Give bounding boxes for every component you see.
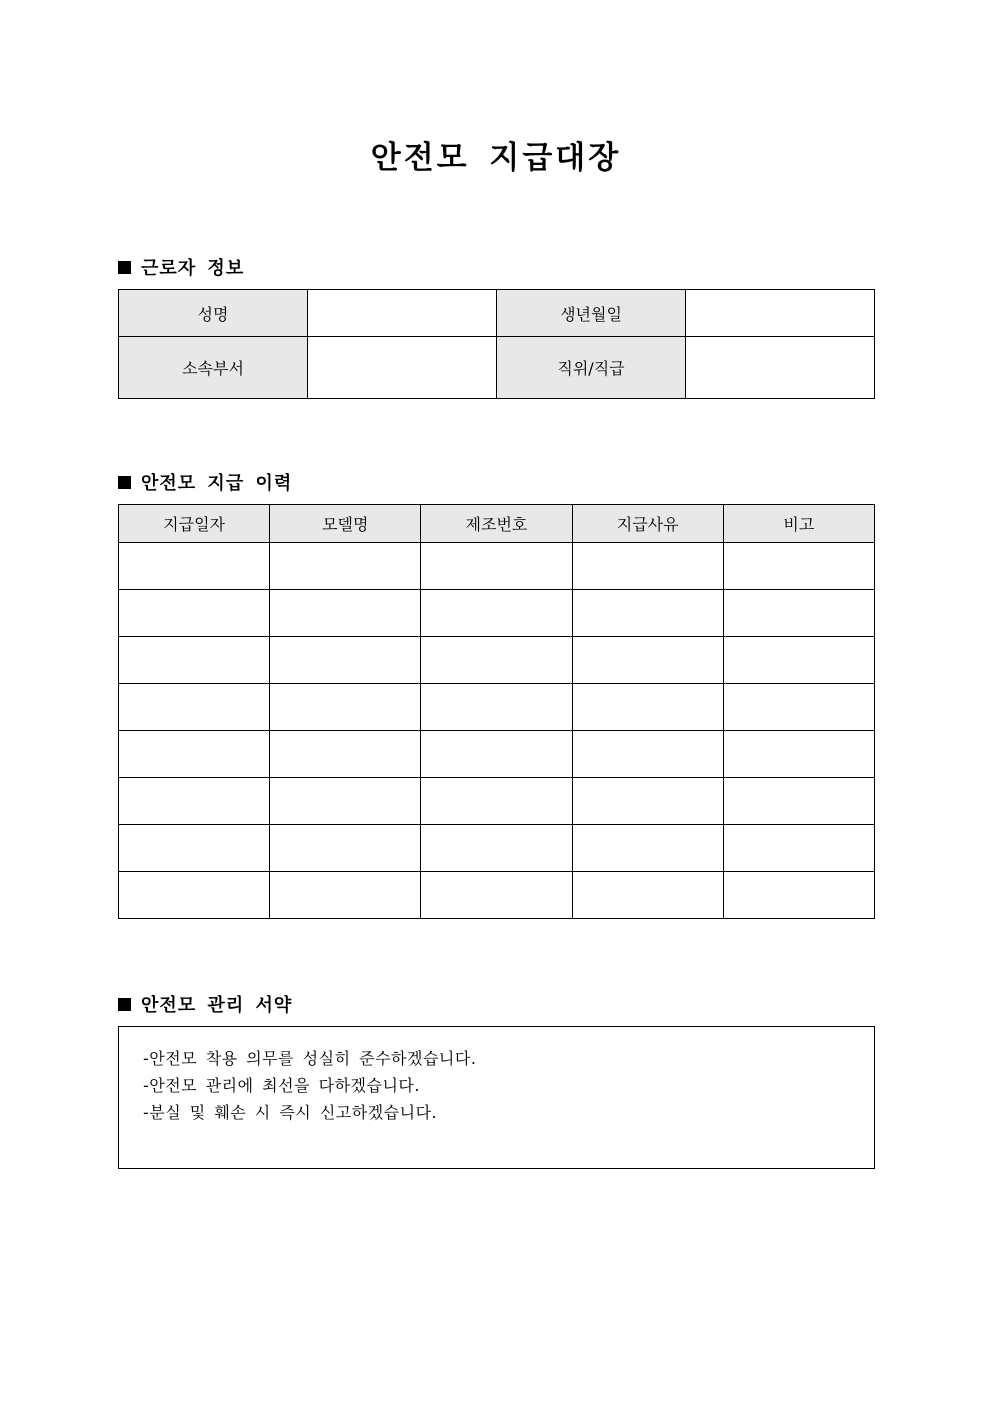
pledge-line: -안전모 착용 의무를 성실히 준수하겠습니다. [143,1049,477,1068]
issue-history-table [118,504,875,919]
table-cell[interactable] [270,590,421,637]
section-heading-issue-history [118,469,292,495]
table-cell[interactable] [421,825,572,872]
section-heading-worker-info [118,254,244,280]
table-cell[interactable] [421,684,572,731]
section-heading-label: 안전모 관리 서약 [141,995,293,1016]
department-value-field[interactable] [308,337,497,399]
table-cell[interactable] [572,590,723,637]
document-title: 안전모 지급대장 [370,140,622,176]
table-cell[interactable] [421,590,572,637]
table-row [119,872,875,919]
name-label: 성명 [119,290,308,337]
column-header-issue-date: 지급일자 [119,505,270,543]
table-row [119,778,875,825]
table-cell[interactable] [572,778,723,825]
table-cell[interactable] [572,872,723,919]
table-row [119,543,875,590]
table-header-row [119,505,875,543]
table-cell[interactable] [421,731,572,778]
table-cell[interactable] [119,778,270,825]
section-heading-label: 안전모 지급 이력 [141,473,293,494]
square-bullet-icon [118,476,131,489]
table-cell[interactable] [119,872,270,919]
position-value-field[interactable] [686,337,875,399]
table-cell[interactable] [270,825,421,872]
pledge-line: -분실 및 훼손 시 즉시 신고하겠습니다. [143,1103,438,1122]
column-header-issue-reason: 지급사유 [572,505,723,543]
table-cell[interactable] [270,637,421,684]
square-bullet-icon [118,998,131,1011]
section-heading-label: 근로자 정보 [141,258,245,279]
table-cell[interactable] [119,637,270,684]
table-cell[interactable] [421,778,572,825]
table-row [119,337,875,399]
table-cell[interactable] [119,825,270,872]
pledge-line: -안전모 관리에 최선을 다하겠습니다. [143,1076,420,1095]
column-header-model: 모델명 [270,505,421,543]
table-cell[interactable] [119,731,270,778]
table-row [119,637,875,684]
table-cell[interactable] [723,778,874,825]
table-cell[interactable] [723,731,874,778]
table-cell[interactable] [270,872,421,919]
name-value-field[interactable] [308,290,497,337]
column-header-serial-number: 제조번호 [421,505,572,543]
table-row [119,684,875,731]
table-cell[interactable] [723,825,874,872]
table-cell[interactable] [723,590,874,637]
table-cell[interactable] [270,684,421,731]
table-row [119,825,875,872]
pledge-box [118,1026,875,1169]
table-cell[interactable] [119,590,270,637]
table-cell[interactable] [270,731,421,778]
table-cell[interactable] [572,543,723,590]
worker-info-table [118,289,875,399]
square-bullet-icon [118,261,131,274]
birthdate-value-field[interactable] [686,290,875,337]
table-cell[interactable] [572,684,723,731]
table-cell[interactable] [119,684,270,731]
position-label: 직위/직급 [497,337,686,399]
birthdate-label: 생년월일 [497,290,686,337]
department-label: 소속부서 [119,337,308,399]
table-cell[interactable] [119,543,270,590]
table-cell[interactable] [270,778,421,825]
table-cell[interactable] [572,637,723,684]
table-cell[interactable] [572,731,723,778]
table-cell[interactable] [421,543,572,590]
table-cell[interactable] [723,543,874,590]
table-cell[interactable] [421,872,572,919]
section-heading-pledge [118,991,292,1017]
table-row [119,590,875,637]
table-cell[interactable] [723,684,874,731]
table-cell[interactable] [270,543,421,590]
table-cell[interactable] [723,872,874,919]
table-cell[interactable] [572,825,723,872]
table-row [119,731,875,778]
table-cell[interactable] [723,637,874,684]
column-header-remarks: 비고 [723,505,874,543]
table-row [119,290,875,337]
table-cell[interactable] [421,637,572,684]
pledge-text [143,1045,476,1126]
